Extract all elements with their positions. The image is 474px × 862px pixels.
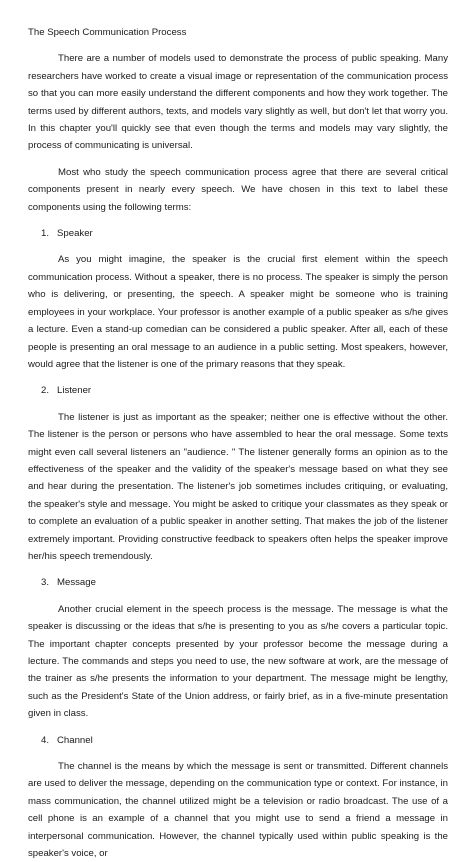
section-body-speaker: As you might imagine, the speaker is the crucial first element within the speech communication process. Without a speaker, there is no process. The speaker is simply the person who is delivering, or presenting, the speech. A speaker might be someone who is training employees in your workplace. Your professor is another example of a public speaker as s/he gives a lecture. Even a stand-up comedian can be considered a public speaker. After all, each of these people is presenting an oral message to an audience in a public setting. Most speakers, however, would agree that the listener is one of the primary reasons that they speak.	[28, 254, 448, 370]
section-body-listener: The listener is just as important as the speaker; neither one is effective without the other. The listener is the person or persons who have assembled to hear the oral message. Some texts might even call several listeners an "audience. " The listener generally forms an opinion as to the effectiveness of the speaker and the validity of the speaker's message based on what they see and hear during the presentation. The listener's job sometimes includes critiquing, or evaluating, the speaker's style and message. You might be asked to critique your classmates as they speak or to complete an evaluation of a public speaker in another setting. That makes the job of the listener extremely important. Providing constructive feedback to speakers often helps the speaker improve her/his speech tremendously.	[28, 411, 448, 562]
section-heading-label: Channel	[57, 734, 93, 746]
section-body-message: Another crucial element in the speech process is the message. The message is what the speaker is discussing or the ideas that s/he is presenting to you as s/he covers a particular topic. The important chapter concepts presented by your professor become the message during a lecture. The commands and steps you need to use, the new software at work, are the message of the trainer as s/he presents the information to your department. The message might be lengthy, such as the President's State of the Union address, or fairly brief, as in a five-minute presentation given in class.	[28, 603, 448, 720]
document-title: The Speech Communication Process	[28, 27, 187, 38]
section-number: 4.	[41, 734, 50, 746]
section-number: 3.	[41, 577, 50, 589]
section-number: 1.	[41, 228, 50, 240]
section-heading-message	[28, 574, 448, 591]
section-heading-label: Speaker	[57, 228, 93, 240]
section-heading-speaker	[28, 225, 448, 242]
section-heading-label: Listener	[57, 385, 92, 397]
section-heading-listener	[28, 382, 448, 399]
intro-paragraph-2: Most who study the speech communication process agree that there are several critical components present in nearly every speech. We have chosen in this text to label these components using the following terms:	[28, 166, 448, 213]
section-body-channel: The channel is the means by which the message is sent or transmitted. Different channels are used to deliver the message, depending on the communication type or context. For instance, in mass communication, the channel utilized might be a television or radio broadcast. The use of a cell phone is an example of a channel that you might use to send a friend a message in interpersonal communication. However, the channel typically used within public speaking is the speaker's voice, or	[28, 761, 448, 860]
section-number: 2.	[41, 385, 50, 397]
intro-paragraph-1: There are a number of models used to demonstrate the process of public speaking. Many researchers have worked to create a visual image or representation of the communication process so that you can more easily understand the different components and how they work together. The terms used by different authors, texts, and models vary slightly as well, but don't let that worry you. In this chapter you'll quickly see that even though the terms and models may vary slightly, the process of communicating is universal.	[28, 53, 448, 152]
section-heading-channel	[28, 732, 448, 749]
section-heading-label: Message	[57, 577, 96, 589]
